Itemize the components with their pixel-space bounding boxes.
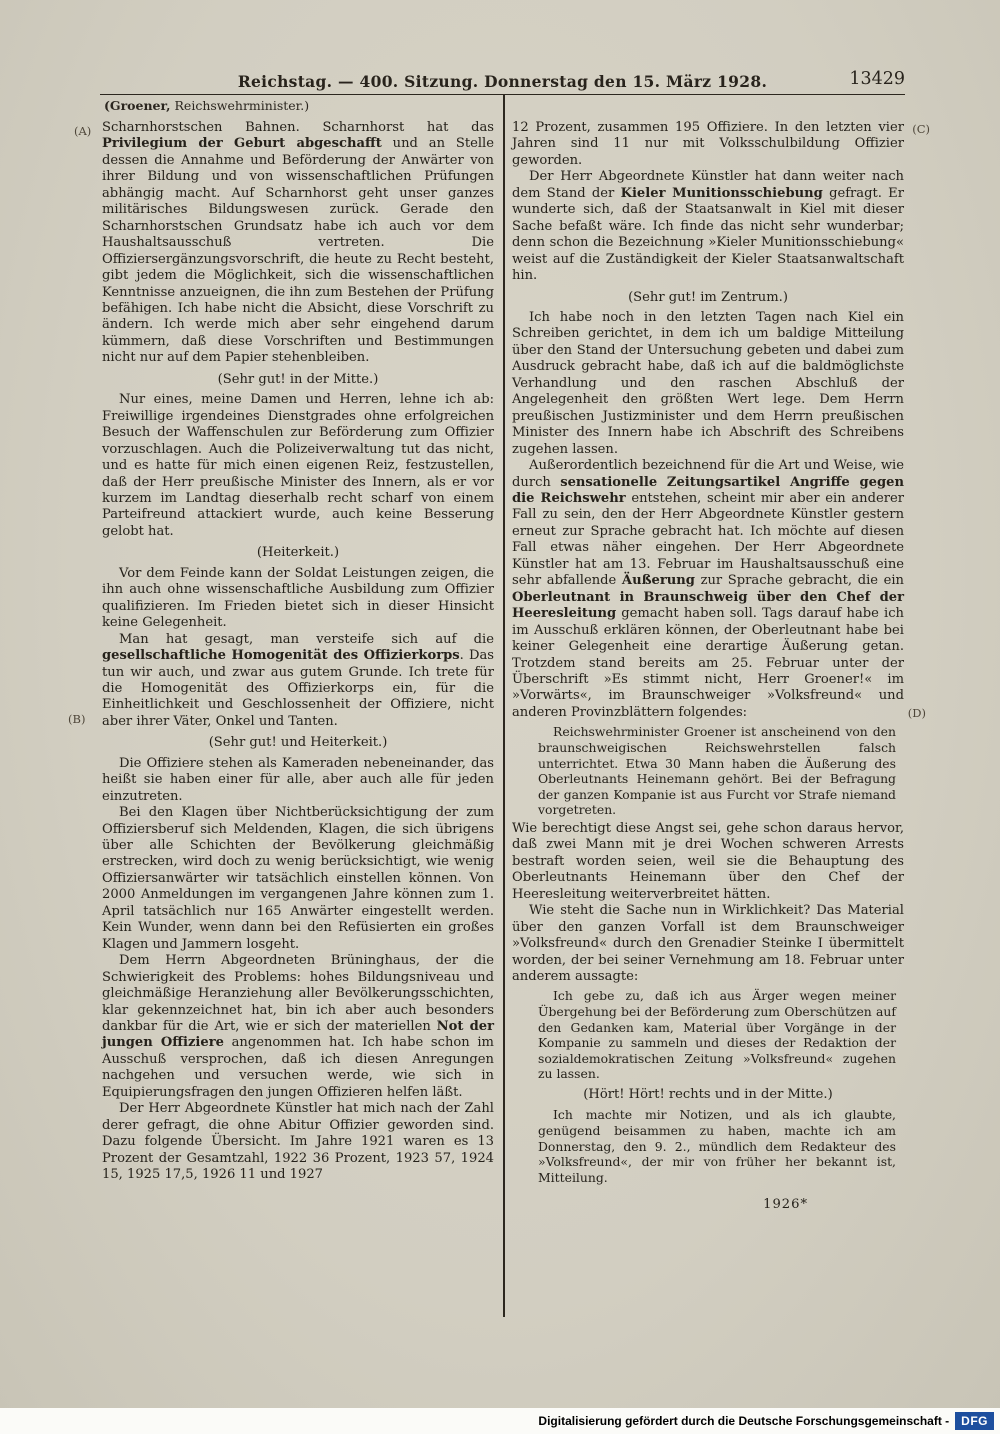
paragraph: Bei den Klagen über Nichtberücksichtigung der zum Offiziersberuf sich Meldenden, Klagen, die sich übrigens über alle Schichten der Bevölkerung gleichmäßig erstrecken, wird doch zu wenig berücksichtigt, wie wenig Offiziersanwärter wir tatsächlich einstellen können. Von 2000 Anmeldungen im vergangenen Jahre können zum 1. April tatsächlich nur 165 Anwärter eingestellt werden. Kein Wunder, wenn dann bei den Refüsierten ein großes Klagen und Jammern losgeht. [102,805,494,952]
margin-mark-c: (C) [912,122,930,136]
paragraph: Vor dem Feinde kann der Soldat Leistungen zeigen, die ihn auch ohne wissenschaftliche Ausbildung zum Offizier qualifizieren. Im Frieden bietet sich in dieser Hinsicht keine Gelegenheit. [102,565,494,631]
paragraph: Dem Herrn Abgeordneten Brüninghaus, der die Schwierigkeit des Problems: hohes Bildungsniveau und gleichmäßige Heranziehung aller Bevölkerungsschichten, klar gekennzeichnet hat, bin ich aber auch besonders dankbar für die Art, wie er sich der materiellen Not der jungen Offiziere angenommen hat. Ich habe schon im Ausschuß versprochen, daß ich diesen Anregungen nachgehen und versuchen werde, wie sich in Equipierungsfragen den jungen Offizieren helfen läßt. [102,953,494,1100]
stage-direction: (Hört! Hört! rechts und in der Mitte.) [583,1086,833,1102]
stage-direction: (Sehr gut! im Zentrum.) [628,289,788,305]
column-left [102,120,494,1184]
digitization-credit: Digitalisierung gefördert durch die Deutsche Forschungsgemeinschaft - [538,1414,950,1428]
stage-direction: (Sehr gut! und Heiterkeit.) [208,735,388,751]
quoted-passage: Reichswehrminister Groener ist anscheinend von den braunschweigischen Reichswehrstellen falsch unterrichtet. Etwa 30 Mann haben die Äußerung des Oberleutnants Heinemann gehört. Bei der Befragung der ganzen Kompanie ist aus Furcht vor Strafe niemand vorgetreten. [538,724,896,818]
margin-mark-d: (D) [907,706,926,720]
paragraph: Außerordentlich bezeichnend für die Art und Weise, wie durch sensationelle Zeitungsartikel Angriffe gegen die Reichswehr entstehen, scheint mir aber ein anderer Fall zu sein, den der Herr Abgeordnete Künstler gestern erneut zur Sprache gebracht hat. Ich möchte auf diesen Fall etwas näher eingehen. Der Herr Abgeordnete Künstler hat am 13. Februar im Haushaltsausschuß eine sehr abfallende Äußerung zur Sprache gebracht, die ein Oberleutnant in Braunschweig über den Chef der Heeresleitung gemacht haben soll. Tags darauf habe ich im Ausschuß erklären können, der Oberleutnant habe bei keiner Gelegenheit eine derartige Äußerung getan. Trotzdem stand bereits am 25. Februar unter der Überschrift »Es stimmt nicht, Herr Groener!« im »Vorwärts«, im Braunschweiger »Volksfreund« und anderen Provinzblättern folgendes: [512,458,905,720]
speaker-role: Reichswehrminister.) [170,98,310,113]
paragraph: Man hat gesagt, man versteife sich auf die gesellschaftliche Homogenität des Offizierkorps. Das tun wir auch, und zwar aus gutem Grunde. Ich trete für die Homogenität des Offizierkorps ein, für die Einheitlichkeit und Geschlossenheit der Offiziere, nicht aber ihrer Väter, Onkel und Tanten. [102,631,494,729]
page-number: 13429 [849,69,905,89]
speaker-note [104,98,309,113]
stage-direction: (Heiterkeit.) [256,545,340,561]
page-header [100,69,905,94]
quoted-passage: Ich machte mir Notizen, und als ich glaubte, genügend beisammen zu haben, machte ich am Donnerstag, den 9. 2., mündlich dem Redakteur des »Volksfreund«, der mir von früher her bekannt ist, Mitteilung. [538,1107,896,1185]
paragraph: Die Offiziere stehen als Kameraden nebeneinander, das heißt sie haben einer für alle, aber auch alle für jeden einzutreten. [102,755,494,804]
paragraph: Ich habe noch in den letzten Tagen nach Kiel ein Schreiben gerichtet, in dem ich um baldige Mitteilung über den Stand der Untersuchung gebeten und dabei zum Ausdruck gebracht habe, daß ich auf die baldmöglichste Verhandlung und den raschen Abschluß der Angelegenheit den größten Wert lege. Dem Herrn preußischen Justizminister und dem Herrn preußischen Minister des Innern habe ich Abschrift des Schreibens zugehen lassen. [512,309,904,457]
paragraph: Nur eines, meine Damen und Herren, lehne ich ab: Freiwillige irgendeines Dienstgrades ohne erfolgreichen Besuch der Waffenschulen zur Beförderung zum Offizier vorzuschlagen. Auch die Polizeiverwaltung tut das nicht, und es hatte für mich einen eigenen Reiz, festzustellen, daß der Herr preußische Minister des Innern, als er vor kurzem im Landtag dieserhalb recht scharf von einem Parteifreund attackiert wurde, auch keine Besserung gelobt hat. [102,392,494,539]
column-right [512,120,904,1214]
margin-mark-a: (A) [74,124,92,138]
stage-direction: (Sehr gut! in der Mitte.) [217,371,379,387]
print-signature: 1926* [763,1197,808,1213]
paragraph: Wie steht die Sache nun in Wirklichkeit? Das Material über den ganzen Vorfall ist dem Braunschweiger »Volksfreund« durch den Grenadier Steinke I übermittelt worden, der bei seiner Vernehmung am 18. Februar unter anderem aussagte: [512,903,904,984]
dfg-logo: DFG [955,1412,994,1430]
paragraph: Scharnhorstschen Bahnen. Scharnhorst hat das Privilegium der Geburt abgeschafft und an Stelle dessen die Annahme und Beförderung der Anwärter von ihrer Bildung und von wissenschaftlichen Prüfungen abhängig macht. Auf Scharnhorst geht unser ganzes militärisches Bildungswesen zurück. Gerade den Scharnhorstschen Grundsatz habe ich auch vor dem Haushaltsausschuß vertreten. Die Offiziersergänzungsvorschrift, die heute zu Recht besteht, gibt jedem die Möglichkeit, sich die wissenschaftlichen Kenntnisse anzueignen, die ihn zum Bestehen der Prüfung befähigen. Ich habe nicht die Absicht, diese Vorschrift zu ändern. Ich werde mich aber sehr eingehend darum kümmern, daß diese Vorschriften und Bestimmungen nicht nur auf dem Papier stehenbleiben. [102,120,494,366]
paragraph: Der Herr Abgeordnete Künstler hat dann weiter nach dem Stand der Kieler Munitionsschiebung gefragt. Er wunderte sich, daß der Staatsanwalt in Kiel mit dieser Sache befaßt wäre. Ich finde das nicht sehr wunderbar; denn schon die Bezeichnung »Kieler Munitionsschiebung« weist auf die Zuständigkeit der Kieler Staatsanwaltschaft hin. [512,169,905,284]
paragraph: 12 Prozent, zusammen 195 Offiziere. In den letzten vier Jahren sind 11 nur mit Volksschulbildung Offizier geworden. [512,120,904,168]
paragraph: Wie berechtigt diese Angst sei, gehe schon daraus hervor, daß zwei Mann mit je drei Wochen schweren Arrests bestraft worden seien, weil sie die Behauptung des Oberleutnants Heinemann über den Chef der Heeresleitung weiterverbreitet hätten. [512,820,904,902]
session-title: Reichstag. — 400. Sitzung. Donnerstag den 15. März 1928. [237,72,768,91]
column-divider [503,95,505,1317]
quoted-passage: Ich gebe zu, daß ich aus Ärger wegen meiner Übergehung bei der Beförderung zum Oberschützen auf den Gedanken kam, Material über Vorgänge in der Kompanie zu sammeln und dieses der Redaktion der sozialdemokratischen Zeitung »Volksfreund« zugehen zu lassen. [538,988,896,1082]
margin-mark-b: (B) [68,712,86,726]
speaker-name: (Groener, [104,98,171,113]
paragraph: Der Herr Abgeordnete Künstler hat mich nach der Zahl derer gefragt, die ohne Abitur Offizier geworden sind. Dazu folgende Übersicht. Im Jahre 1921 waren es 13 Prozent der Gesamtzahl, 1922 36 Prozent, 1923 57, 1924 15, 1925 17,5, 1926 11 und 1927 [102,1101,494,1183]
footer-band [0,1408,1000,1434]
